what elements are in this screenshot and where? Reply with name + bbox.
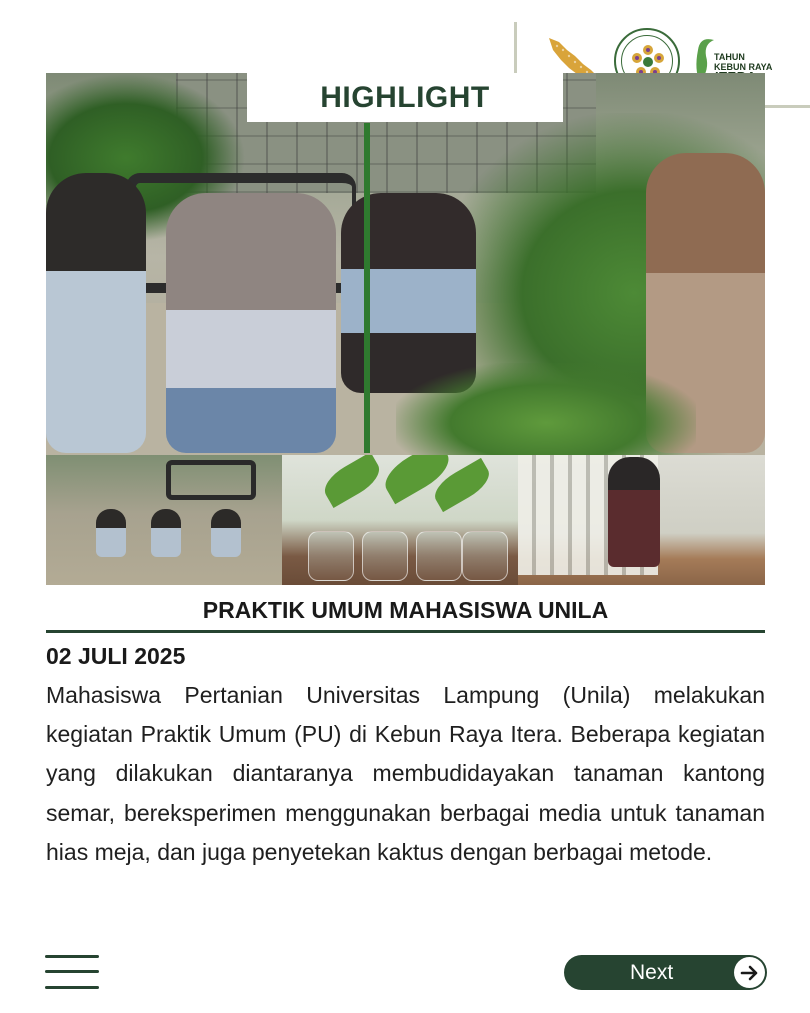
article-title: PRAKTIK UMUM MAHASISWA UNILA (202, 597, 609, 623)
main-activity-photo (46, 73, 765, 455)
anniversary-label-top: TAHUN (714, 52, 745, 62)
next-button[interactable] (564, 955, 767, 990)
highlight-tab (247, 73, 563, 122)
article-date: 02 JULI 2025 (46, 643, 186, 669)
title-divider (46, 630, 765, 633)
small-photo-jars (282, 455, 518, 585)
anniversary-label-mid: KEBUN RAYA (714, 62, 773, 72)
article-body: Mahasiswa Pertanian Universitas Lampung (Unila) melakukan kegiatan Praktik Umum (PU) di Kebun Raya Itera. Beberapa kegiatan yang dilakukan diantaranya membudidayakan tanaman kantong semar, bereksperimen menggunakan berbagai media untuk tanaman hias meja, dan juga penyetekan kaktus dengan berbagai metode. (46, 682, 765, 865)
arrow-right-icon (734, 957, 765, 988)
next-button-label: Next (630, 961, 674, 984)
hamburger-menu-icon[interactable] (45, 955, 99, 989)
small-photo-group (46, 455, 282, 585)
page-title: HIGHLIGHT (320, 80, 490, 114)
small-photo-planting (518, 455, 765, 585)
